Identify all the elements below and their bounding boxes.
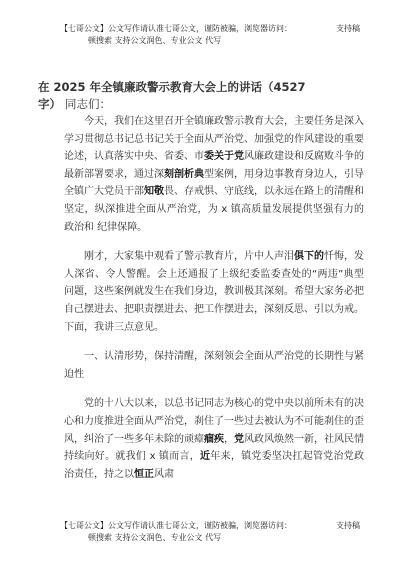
text-run: ， — [224, 433, 234, 445]
bold-run: 党 — [234, 433, 244, 445]
text-run: 忏悔，发人深省、令人警醒。会上还通报了上级纪委监委查处的“两违”典型问题，这些案例就发生在我们身边，教训极其深刻。希望大家务必把自己摆进去、把职责摆进去、把工作摆进去，深刻反思、引以为戒。下面，我讲三点意见。 — [64, 251, 364, 333]
text-run: 型案例，用身边事教育身边人，引导全镇广大党员干部 — [64, 168, 364, 198]
paragraph-2 — [64, 248, 364, 336]
footer-notice-right: 支持稿 — [336, 521, 360, 530]
text-run: 党的十八大以来，以总书记同志为核心的党中央以前所未有的决心和力度推进全面从严治党，刹住了一些过去被认为不可能刹住的歪风，纠治了一些多年未除的顽瘴 — [64, 398, 364, 445]
bold-run: 知敬 — [144, 186, 164, 198]
paragraph-3 — [64, 395, 364, 483]
bold-run: 痼疾 — [204, 433, 224, 445]
header-notice-text: 【七哥公文】公文写作请认准七哥公文，谨防被骗，浏览器访问： — [60, 24, 292, 33]
header-notice-line2: 顿搜索 支持公文润色、专业公文 代写 — [88, 36, 222, 45]
document-title — [38, 79, 378, 113]
bold-run: 委关于党 — [204, 151, 244, 163]
title-continuation: 字） — [38, 97, 61, 111]
text-run: 畏、存戒惧、守底线，以永远在路上的清醒和坚定，纵深推进全面从严治党，为 x 镇高质量发展提供坚强有力的政治和 纪律保障。 — [64, 186, 364, 233]
text-run: 风肃 — [154, 468, 174, 480]
text-run: 一、认清形势，保持清醒，深刻领会全面从严治党的长期性与紧迫性 — [64, 351, 364, 380]
header-notice-right: 支持稿 — [336, 24, 360, 33]
page-header — [60, 23, 360, 47]
document-body — [64, 113, 364, 483]
bold-run: 刻剖析典 — [164, 168, 204, 180]
footer-notice-line2: 顿搜索 支持公文润色、专业公文 代写 — [88, 533, 222, 542]
section-heading-1 — [64, 348, 364, 383]
paragraph-1 — [64, 113, 364, 236]
text-run: 年来，镇党委坚决扛起管党治党政治责任，持之以 — [64, 451, 365, 480]
bold-run: 恒正 — [134, 468, 154, 480]
bold-run: 俱下的 — [294, 251, 324, 263]
bold-run: 近 — [200, 451, 211, 463]
page-footer — [60, 520, 360, 544]
salutation: 同志们： — [65, 97, 112, 111]
title-main: 在 2025 年全镇廉政警示教育大会上的讲话（4527 — [38, 80, 306, 94]
footer-notice-text: 【七哥公文】公文写作请认准七哥公文，谨防被骗，浏览器访问： — [60, 521, 292, 530]
text-run: 风政风焕然一新，社风民情持续向好。就我们 x 镇而言， — [64, 433, 364, 463]
text-run: 风廉政建设和反腐败斗争的最新部署要求，通过深 — [64, 151, 364, 180]
text-run: 刚才，大家集中观看了警示教育片，片中人声泪 — [84, 251, 294, 263]
text-run: 今天，我们在这里召开全镇廉政警示教育大会，主要任务是深入学习贯彻总书记总书记关于全面从严治党、加强党的作风建设的重要论述，认真落实中央、省委、市 — [64, 116, 364, 163]
